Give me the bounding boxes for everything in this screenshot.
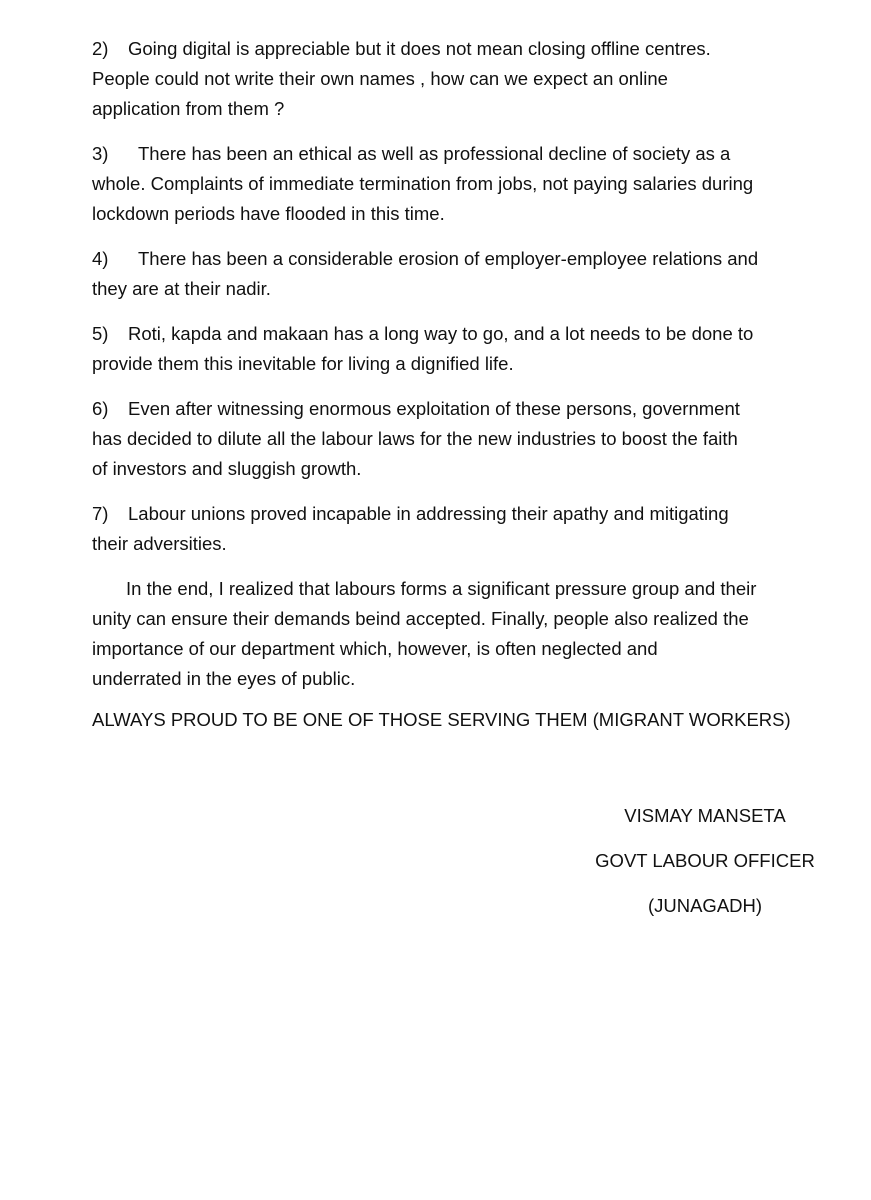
list-number: 3) <box>92 143 109 164</box>
list-number: 7) <box>92 503 109 524</box>
list-number: 4) <box>92 248 109 269</box>
list-item-line: has decided to dilute all the labour laws for the new industries to boost the faith <box>92 428 738 449</box>
list-item-line <box>92 139 827 169</box>
closing-paragraph <box>92 574 827 694</box>
list-item-3 <box>92 139 827 229</box>
list-item-text: Roti, kapda and makaan has a long way to go, and a lot needs to be done to <box>128 323 754 344</box>
list-item-4 <box>92 244 827 304</box>
list-item-line <box>92 34 827 64</box>
signatory-location: (JUNAGADH) <box>647 895 763 916</box>
list-item-text: There has been an ethical as well as professional decline of society as a <box>138 143 731 164</box>
list-item-line: their adversities. <box>92 533 227 554</box>
document-body <box>92 34 827 735</box>
list-item-line <box>92 394 827 424</box>
signatory-title: GOVT LABOUR OFFICER <box>595 850 815 871</box>
list-item-line: People could not write their own names , how can we expect an online <box>92 68 668 89</box>
list-item-2 <box>92 34 827 124</box>
list-item-7 <box>92 499 827 559</box>
list-item-text: Even after witnessing enormous exploitation of these persons, government <box>128 398 740 419</box>
list-item-line: of investors and sluggish growth. <box>92 458 362 479</box>
signature-block <box>580 801 830 936</box>
closing-line: In the end, I realized that labours forms a significant pressure group and their <box>126 578 757 599</box>
list-item-line: whole. Complaints of immediate termination from jobs, not paying salaries during <box>92 173 754 194</box>
list-item-line: they are at their nadir. <box>92 278 271 299</box>
list-number: 2) <box>92 38 109 59</box>
signatory-name: VISMAY MANSETA <box>624 805 786 826</box>
list-item-5 <box>92 319 827 379</box>
list-item-line <box>92 319 827 349</box>
list-item-text: Labour unions proved incapable in addressing their apathy and mitigating <box>128 503 729 524</box>
list-item-text: There has been a considerable erosion of employer-employee relations and <box>138 248 759 269</box>
list-item-6 <box>92 394 827 484</box>
list-number: 6) <box>92 398 109 419</box>
list-item-text: Going digital is appreciable but it does not mean closing offline centres. <box>128 38 711 59</box>
list-number: 5) <box>92 323 109 344</box>
list-item-line: provide them this inevitable for living a dignified life. <box>92 353 514 374</box>
closing-line: underrated in the eyes of public. <box>92 668 356 689</box>
closing-line: importance of our department which, however, is often neglected and <box>92 638 658 659</box>
list-item-line <box>92 499 827 529</box>
list-item-line: application from them ? <box>92 98 285 119</box>
list-item-line <box>92 244 827 274</box>
closing-line: unity can ensure their demands beind accepted. Finally, people also realized the <box>92 608 749 629</box>
list-item-line: lockdown periods have flooded in this time. <box>92 203 445 224</box>
proud-statement: ALWAYS PROUD TO BE ONE OF THOSE SERVING THEM (MIGRANT WORKERS) <box>92 709 791 730</box>
